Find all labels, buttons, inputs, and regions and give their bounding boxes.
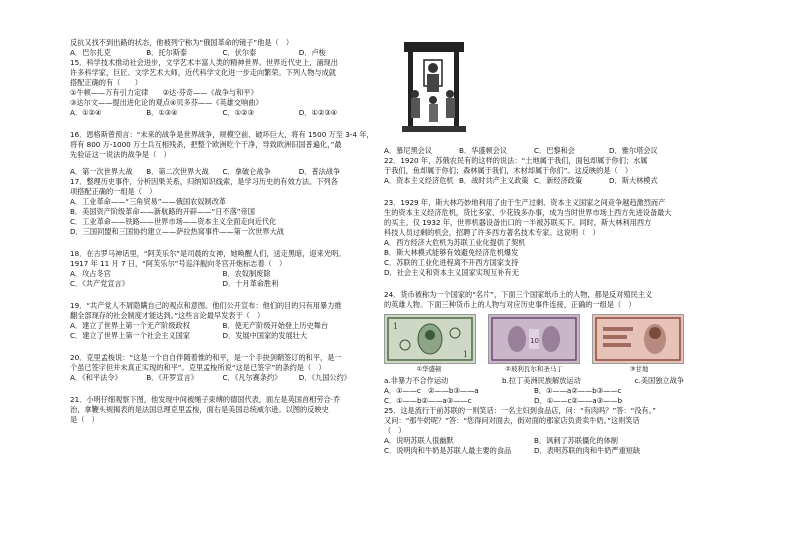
q23-option-b[interactable]: B．斯大林模式能够有效避免经济危机爆发	[384, 248, 519, 257]
q16-option-d[interactable]: D．普法战争	[298, 167, 341, 176]
banknote-us-dollar	[384, 314, 476, 364]
q23-stem: 生的资本主义经济危机，货比多家、少花钱多办事，成为当时世界市场上西方先进设备最大	[384, 208, 672, 217]
q25-option-d[interactable]: D．表明苏联的肉和牛奶严重短缺	[534, 446, 641, 455]
q17-option-c[interactable]: C．工业革命——铁路——世界市场——资本主义全面走向近代化	[70, 217, 277, 226]
q25-option-b[interactable]: B．讽刺了苏联僵化的体制	[534, 436, 618, 445]
q22-stem: 于我们，鱼却属于你们；森林属于我们，木材却属于你们”。这反映的是（ ）	[384, 166, 633, 175]
q16-stem: 将有 800 万-1000 万士兵互相残杀，把整个欧洲吃个干净，导致欧洲旧国普遍化，”最	[70, 140, 342, 149]
q25-stem: （ ）	[384, 426, 406, 435]
q22-option-b[interactable]: B．战时共产主义政策	[459, 176, 529, 185]
q21-stem: 是（ ）	[70, 415, 99, 424]
q24-stem: 的英雄人物。下面三种货币上的人物与对应历史事件连接，正确的一组是（ ）	[384, 300, 636, 309]
q18-options	[70, 269, 375, 279]
q16-option-b[interactable]: B．第二次世界大战	[146, 167, 209, 176]
q14-option-d[interactable]: D．卢梭	[298, 48, 326, 57]
cartoon-drawing	[402, 38, 468, 138]
q24-option-d[interactable]: D．①——c②——a③——b	[534, 396, 623, 405]
q25-option-a[interactable]: A．说明苏联人很幽默	[384, 436, 454, 445]
q14-tail: 反抗又找不到出路的状态，他被列宁称为“俄国革命的镜子”他是（ ）	[70, 38, 294, 47]
q21-option-b[interactable]: B．华盛顿会议	[459, 146, 508, 155]
q17-option-d[interactable]: D．三国同盟和三国协约建立——萨拉热窝事件——第一次世界大战	[70, 227, 284, 236]
q18-stem: 18．在古罗马神话里，“阿芙乐尔”是司晨的女神，她唤醒人们，送走黑暗，迎来光明。	[70, 249, 346, 258]
q14-option-c[interactable]: C．伏尔泰	[222, 48, 257, 57]
q20-stem: 个虽已签字但并未真正实现的和平”。克里孟梭所说“这是已签字”的条约是（ ）	[70, 363, 326, 372]
q24-banknote-captions	[384, 364, 684, 374]
q22-option-d[interactable]: D．斯大林模式	[609, 176, 658, 185]
q18-option-d[interactable]: D．十月革命胜利	[222, 279, 279, 288]
caption-gandhi: ③甘地	[629, 365, 649, 373]
q17-stem: 项搭配正确的一组是（ ）	[70, 187, 157, 196]
q19-option-c[interactable]: C．建立了世界上第一个社会主义国家	[70, 331, 191, 340]
q18-option-b[interactable]: B．农奴制废除	[222, 269, 271, 278]
q17-option-b[interactable]: B．美国资产阶级革命——新航路的开辟——“日不落”帝国	[70, 207, 255, 216]
q22-stem: 22．1920 年，苏俄农民有的这样的说法：“土地属于我们，面包却属于你们；水属	[384, 156, 648, 165]
q25-options	[384, 436, 684, 446]
q19-option-d[interactable]: D．发展中国家的发展壮大	[222, 331, 308, 340]
q21-option-c[interactable]: C．巴黎和会	[534, 146, 575, 155]
q21-cartoon-row	[384, 38, 684, 146]
q24-option-c[interactable]: C．①——b②——a③——c	[384, 396, 472, 405]
q20-option-a[interactable]: A．《和平法令》	[70, 373, 122, 382]
q15-item: ③达尔文——提出进化论的观点④贝多芬——《英雄交响曲》	[70, 98, 263, 107]
q17-stem: 17．整理历史事件，分析因果关系，归纳知识线索，是学习历史的有效方法。下列各	[70, 177, 338, 186]
svg-text:1: 1	[393, 322, 399, 331]
q24-stem: 24．货币被称为一个国家的“名片”，下面三个国家纸币上的人物，都是反对殖民主义	[384, 290, 653, 299]
right-column	[384, 38, 684, 456]
q24-events	[384, 376, 684, 386]
q23-option-c[interactable]: C．苏联的工业化进程离不开西方国家支持	[384, 258, 519, 267]
q18-stem: 1917 年 11 月 7 日，“阿芙乐尔”号巡洋舰向冬宫开炮标志着（ ）	[70, 259, 287, 268]
q15-option-a[interactable]: A．①②④	[70, 108, 102, 117]
q20-options	[70, 373, 375, 383]
q20-option-c[interactable]: C．《凡尔赛条约》	[222, 373, 282, 382]
banknote-india-rupee	[592, 314, 684, 364]
q24-banknotes	[384, 314, 684, 364]
svg-text:10: 10	[530, 337, 539, 345]
svg-text:1: 1	[463, 350, 469, 359]
q24-option-b[interactable]: B．①——a②——b③——c	[534, 386, 622, 395]
q15-option-c[interactable]: C．①②③	[222, 108, 255, 117]
event-c: c.美国独立战争	[634, 376, 684, 385]
q22-option-a[interactable]: A．资本主义经济危机	[384, 176, 454, 185]
q23-option-a[interactable]: A．西方经济大危机为苏联工业化提供了契机	[384, 238, 526, 247]
q16-option-a[interactable]: A．第一次世界大战	[70, 167, 133, 176]
q23-stem: 科技人员过剩的机会，招聘了许多西方著名技术专家。这说明（ ）	[384, 228, 600, 237]
q21-stem: 21．小明仔细观察下图，他发现中间被绳子束缚的德国代表，面左是英国首相劳合·乔	[70, 395, 341, 404]
q19-stem: 19．“共产党人不屑隐瞒自己的观点和意图。他们公开宣布：他们的目的只有用暴力推	[70, 301, 342, 310]
q21-stem: 治，拿鞭头规揭表的是法国总理克里孟梭，面右是美国总统威尔逊。以图的反映史	[70, 405, 329, 414]
q25-options	[384, 446, 684, 456]
q17-option-a[interactable]: A．工业革命——“三角贸易”——俄国农奴制改革	[70, 197, 227, 206]
q24-option-a[interactable]: A．①——c ②——b③——a	[384, 386, 479, 395]
q21-options	[384, 146, 684, 156]
q19-option-a[interactable]: A．建立了世界上第一个无产阶级政权	[70, 321, 190, 330]
q15-stem: 许多科学家，巨匠、文学艺术大师，近代科学文化进一步走向繁荣。下列人物与成就	[70, 68, 336, 77]
q14-options	[70, 48, 375, 58]
caption-bolivar: ②玻利瓦尔和圣马丁	[505, 365, 563, 373]
q18-option-a[interactable]: A．攻占冬宫	[70, 269, 111, 278]
event-a: a.非暴力不合作运动	[384, 376, 449, 385]
q25-option-c[interactable]: C．说明肉和牛奶是苏联人最主要的食品	[384, 446, 512, 455]
q20-option-b[interactable]: B．《开罗宣言》	[146, 373, 198, 382]
q24-options	[384, 386, 684, 396]
q18-option-c[interactable]: C．《共产党宣言》	[70, 279, 129, 288]
q15-stem: 搭配正确的有（ ）	[70, 78, 142, 87]
q25-stem: 又问：“那牛奶呢？”答：“您得问对面去，街对面的那家店负责卖牛奶。”这则笑话	[384, 416, 640, 425]
q20-option-d[interactable]: D．《九国公约》	[298, 373, 351, 382]
q19-options	[70, 331, 375, 341]
event-b: b.拉丁美洲民族解放运动	[502, 376, 581, 385]
q23-stem: 23．1929 年，斯大林巧妙地利用了由于生产过剩、资本主义国家之间竞争越趋激烈而产	[384, 198, 666, 207]
q15-option-d[interactable]: D．①②③④	[298, 108, 338, 117]
q16-stem: 先验证这一说法的战争是（ ）	[70, 150, 171, 159]
q20-stem: 20．克里孟梭说：“这是一个自自伴随着惟的和平，是一个手抉剑鞘签订的和平，是一	[70, 353, 342, 362]
q25-stem: 25．这是流行于前苏联的一则笑话：一名主妇到食品店，问：“有肉吗？”答：“没有。”	[384, 406, 657, 415]
left-column	[70, 38, 375, 425]
q15-options	[70, 108, 375, 118]
banknote-bolivar	[488, 314, 580, 364]
q14-option-a[interactable]: A．巴尔扎克	[70, 48, 111, 57]
q15-stem: 15．科学技术推动社会进步，文学艺术丰富人类的精神世界。世界近代史上，涌现出	[70, 58, 338, 67]
q15-option-b[interactable]: B．①③④	[146, 108, 178, 117]
caption-washington: ①华盛顿	[416, 365, 442, 373]
q18-options	[70, 279, 375, 289]
q24-options	[384, 396, 684, 406]
q22-options	[384, 176, 684, 186]
q16-stem: 16．恩格斯曾预言：“未来的战争是世界战争，规模空前、破坏巨大，将有 1500 万至 3-4 年，	[70, 130, 374, 139]
q15-item: ①牛顿——万有引力定律 ②达·芬奇——《战争与和平》	[70, 88, 258, 97]
q19-stem: 翻全部现存的社会制度才能达到。”这些言论最早发表于（ ）	[70, 311, 265, 320]
q19-option-b[interactable]: B．使无产阶级开始登上历史舞台	[222, 321, 329, 330]
q23-option-d[interactable]: D．社会主义和资本主义国家实现互补有无	[384, 268, 519, 277]
q21-option-d[interactable]: D．雅尔塔会议	[609, 146, 658, 155]
q22-option-c[interactable]: C．新经济政策	[534, 176, 583, 185]
q19-options	[70, 321, 375, 331]
q14-option-b[interactable]: B．托尔斯泰	[146, 48, 188, 57]
q21-option-a[interactable]: A．慕尼黑会议	[384, 146, 433, 155]
q16-option-c[interactable]: C．拿破仑战争	[222, 167, 271, 176]
q23-stem: 的买主。仅 1932 年，世界机器设备出口的一半被苏联买下。同时，斯大林利用西方	[384, 218, 652, 227]
q21-cartoon-image	[402, 38, 468, 138]
q16-options	[70, 167, 375, 177]
